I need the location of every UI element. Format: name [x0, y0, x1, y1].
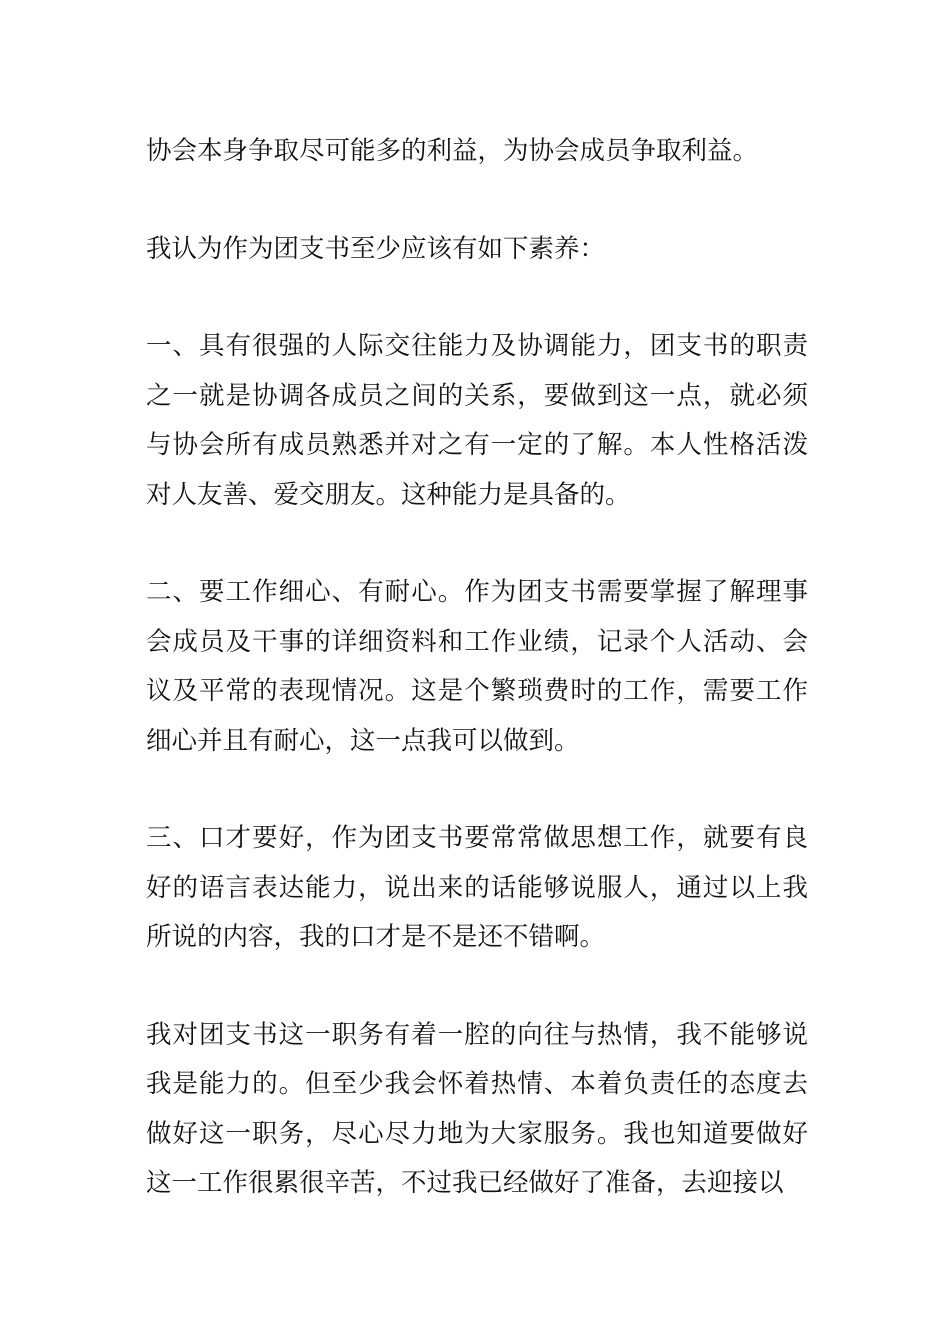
paragraph-intro: 协会本身争取尽可能多的利益，为协会成员争取利益。: [146, 136, 759, 166]
paragraph-point-one: 一、具有很强的人际交往能力及协调能力，团支书的职责之一就是协调各成员之间的关系，要做到这一点，就必须与协会所有成员熟悉并对之有一定的了解。本人性格活泼对人友善、爱交朋友。这种能力是具备的。: [146, 331, 808, 510]
paragraph-point-two: 二、要工作细心、有耐心。作为团支书需要掌握了解理事会成员及干事的详细资料和工作业绩，记录个人活动、会议及平常的表现情况。这是个繁琐费时的工作，需要工作细心并且有耐心，这一点我可以做到。: [146, 577, 808, 756]
paragraph-closing: 我对团支书这一职务有着一腔的向往与热情，我不能够说我是能力的。但至少我会怀着热情、本着负责任的态度去做好这一职务，尽心尽力地为大家服务。我也知道要做好这一工作很累很辛苦，不过我已经做好了准备，去迎接以: [146, 1019, 808, 1198]
paragraph-qualities-heading: 我认为作为团支书至少应该有如下素养：: [146, 233, 606, 264]
document-body: [146, 127, 808, 1209]
paragraph-point-three: 三、口才要好，作为团支书要常常做思想工作，就要有良好的语言表达能力，说出来的话能够说服人，通过以上我所说的内容，我的口才是不是还不错啊。: [146, 823, 808, 952]
